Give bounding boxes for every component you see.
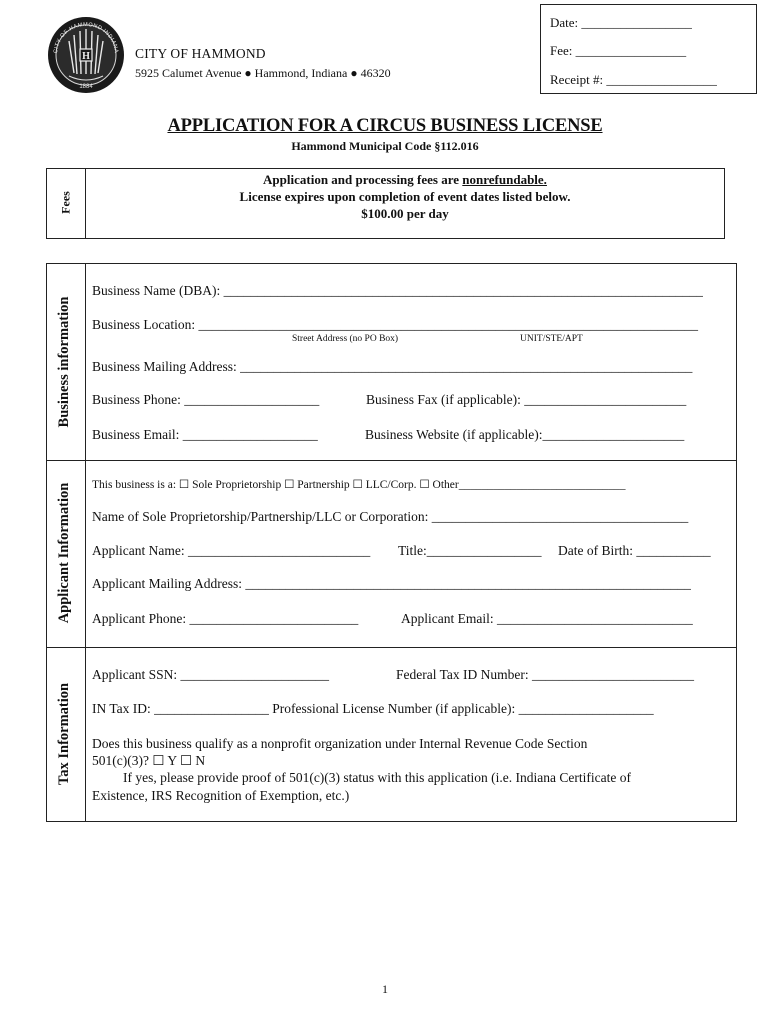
tax-information-label: Tax Information bbox=[56, 682, 72, 786]
form-subtitle: Hammond Municipal Code §112.016 bbox=[291, 139, 479, 153]
page-number: 1 bbox=[382, 982, 388, 996]
fees-section bbox=[46, 168, 725, 239]
applicant-mailing-address-field[interactable]: Applicant Mailing Address: __________________________________________________________________ bbox=[92, 576, 691, 591]
date-of-birth-field[interactable]: Date of Birth: ___________ bbox=[558, 543, 711, 558]
applicant-information-label: Applicant Information bbox=[56, 482, 72, 624]
nonprofit-question-line-1: Does this business qualify as a nonprofit organization under Internal Revenue Code Section bbox=[92, 736, 588, 751]
date-field[interactable]: Date: _________________ bbox=[550, 15, 692, 30]
unit-hint: UNIT/STE/APT bbox=[520, 334, 583, 344]
city-name: CITY OF HAMMOND bbox=[135, 46, 266, 61]
city-seal-graphic bbox=[47, 16, 125, 94]
entity-name-field[interactable]: Name of Sole Proprietorship/Partnership/LLC or Corporation: ______________________________________ bbox=[92, 509, 689, 524]
official-use-box bbox=[540, 4, 757, 94]
applicant-phone-field[interactable]: Applicant Phone: _________________________ bbox=[92, 611, 359, 626]
business-website-field[interactable]: Business Website (if applicable):_____________________ bbox=[365, 427, 685, 442]
business-information-section bbox=[46, 263, 737, 461]
street-address-hint: Street Address (no PO Box) bbox=[292, 334, 399, 344]
business-fax-field[interactable]: Business Fax (if applicable): ________________________ bbox=[366, 392, 687, 407]
business-mailing-address-field[interactable]: Business Mailing Address: ___________________________________________________________________ bbox=[92, 359, 693, 374]
fees-line-2: License expires upon completion of event dates listed below. bbox=[239, 189, 571, 204]
city-seal bbox=[47, 16, 125, 94]
fees-line-1 bbox=[86, 171, 724, 188]
business-location-field[interactable]: Business Location: __________________________________________________________________________ bbox=[92, 317, 698, 332]
city-address: 5925 Calumet Avenue ● Hammond, Indiana ● 46320 bbox=[135, 66, 391, 80]
fees-line-3: $100.00 per day bbox=[361, 206, 449, 221]
business-email-field[interactable]: Business Email: ____________________ bbox=[92, 427, 318, 442]
form-title: APPLICATION FOR A CIRCUS BUSINESS LICENSE bbox=[167, 116, 603, 136]
applicant-email-field[interactable]: Applicant Email: _____________________________ bbox=[401, 611, 693, 626]
seal-year: 1884 bbox=[79, 84, 93, 90]
nonprofit-yes-no-checkboxes[interactable]: 501(c)(3)? ☐ Y ☐ N bbox=[92, 753, 206, 768]
seal-text: CITY OF HAMMOND INDIANA bbox=[52, 21, 119, 54]
tax-divider bbox=[85, 647, 86, 821]
business-name-field[interactable]: Business Name (DBA): _______________________________________________________________________ bbox=[92, 283, 703, 298]
business-information-label: Business information bbox=[56, 296, 72, 428]
in-tax-id-and-license-field[interactable]: IN Tax ID: _________________ Professional License Number (if applicable): ____________________ bbox=[92, 701, 654, 716]
fees-label: Fees bbox=[58, 191, 73, 214]
fees-line-1-prefix: Application and processing fees are bbox=[263, 172, 463, 187]
fees-nonrefundable: nonrefundable. bbox=[462, 172, 547, 187]
federal-tax-id-field[interactable]: Federal Tax ID Number: ________________________ bbox=[396, 667, 695, 682]
nonprofit-proof-line-2: Existence, IRS Recognition of Exemption, etc.) bbox=[92, 788, 350, 803]
applicant-information-section bbox=[46, 459, 737, 648]
applicant-title-field[interactable]: Title:_________________ bbox=[398, 543, 542, 558]
business-divider bbox=[85, 264, 86, 460]
receipt-field[interactable]: Receipt #: _________________ bbox=[550, 72, 717, 87]
svg-text:H: H bbox=[82, 51, 90, 62]
nonprofit-proof-line-1: If yes, please provide proof of 501(c)(3) status with this application (i.e. Indiana Certificate of bbox=[123, 770, 631, 785]
business-phone-field[interactable]: Business Phone: ____________________ bbox=[92, 392, 320, 407]
applicant-name-field[interactable]: Applicant Name: ___________________________ bbox=[92, 543, 371, 558]
fee-field[interactable]: Fee: _________________ bbox=[550, 43, 687, 58]
applicant-ssn-field[interactable]: Applicant SSN: ______________________ bbox=[92, 667, 330, 682]
business-type-checkboxes[interactable]: This business is a: ☐ Sole Proprietorship ☐ Partnership ☐ LLC/Corp. ☐ Other_____________________________ bbox=[92, 479, 626, 491]
applicant-divider bbox=[85, 459, 86, 647]
tax-information-section bbox=[46, 647, 737, 822]
